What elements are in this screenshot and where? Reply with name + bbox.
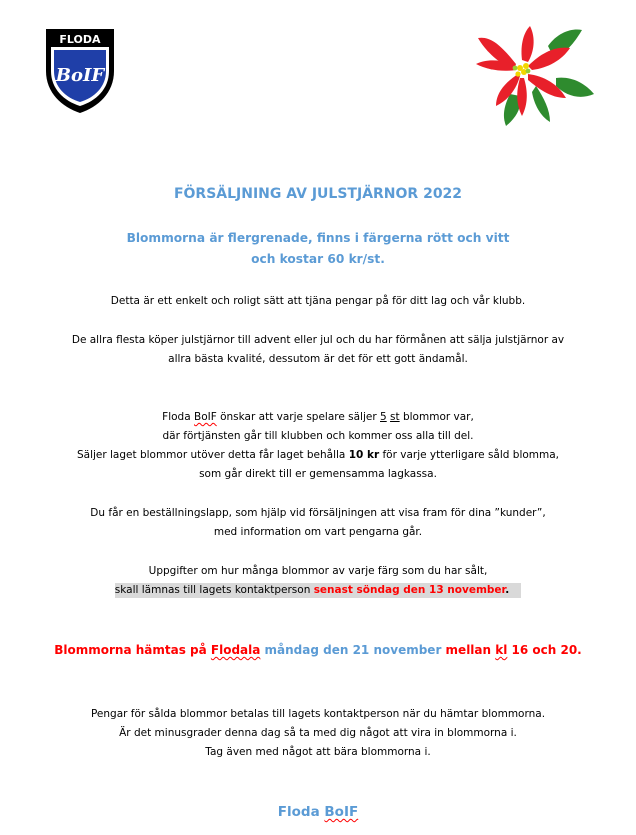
pickup-place: Flodala — [210, 643, 261, 657]
text-span: Floda — [277, 804, 325, 820]
text-span: mellan — [441, 643, 496, 657]
paragraph-3-line-3 — [0, 448, 636, 462]
paragraph-3-line-1 — [0, 410, 636, 424]
paragraph-2-line-1: De allra flesta köper julstjärnor till advent eller jul och du har förmånen att sälja julstjärnor av — [71, 334, 565, 346]
text-span: Säljer laget blommor utöver detta får laget behålla — [76, 449, 349, 461]
paragraph-3-line-4: som går direkt till er gemensamma lagkassa. — [199, 468, 437, 480]
pickup-time: 16 och 20. — [507, 643, 582, 657]
paragraph-6-line-2: Är det minusgrader denna dag så ta med dig något att vira in blommorna i. — [119, 727, 517, 739]
club-name: BoIF — [324, 804, 359, 820]
text-span: för varje ytterligare såld blomma, — [379, 449, 560, 461]
text-span: Blommorna hämtas på — [54, 643, 211, 657]
subheading-line-1: Blommorna är flergrenade, finns i färgerna rött och vitt — [126, 231, 510, 245]
paragraph-4-line-1: Du får en beställningslapp, som hjälp vid försäljningen att visa fram för dina ”kunder”, — [90, 507, 546, 519]
time-abbrev: kl — [495, 643, 508, 657]
pickup-date: måndag den 21 november — [260, 643, 442, 657]
text-span: önskar att varje spelare säljer — [216, 411, 381, 423]
text-span: blommor var, — [399, 411, 474, 423]
paragraph-6-line-1: Pengar för sålda blommor betalas till lagets kontaktperson när du hämtar blommorna. — [90, 708, 546, 720]
logo-monogram: BoIF — [55, 65, 105, 86]
text-span: skall lämnas till lagets kontaktperson — [114, 584, 314, 596]
poinsettia-flower-icon — [470, 24, 598, 128]
paragraph-3-line-2: där förtjänsten går till klubben och kommer oss alla till del. — [162, 430, 474, 442]
signature — [0, 803, 636, 821]
paragraph-4-line-2: med information om vart pengarna går. — [213, 526, 423, 538]
club-name: BoIF — [194, 411, 217, 423]
deadline-date: senast söndag den 13 november — [313, 584, 506, 596]
document-title: FÖRSÄLJNING AV JULSTJÄRNOR 2022 — [173, 186, 463, 202]
text-span: Floda — [162, 411, 194, 423]
floda-boif-logo — [44, 27, 116, 115]
subheading-line-2: och kostar 60 kr/st. — [251, 252, 385, 266]
logo-top-text: FLODA — [59, 33, 101, 46]
paragraph-2-line-2: allra bästa kvalité, dessutom är det för ett gott ändamål. — [168, 353, 468, 365]
paragraph-5-line-2 — [0, 583, 636, 597]
flower-unit: st — [390, 411, 400, 423]
flower-count: 5 — [380, 411, 387, 423]
intro-paragraph: Detta är ett enkelt och roligt sätt att tjäna pengar på för ditt lag och vår klubb. — [110, 295, 526, 307]
profit-amount: 10 kr — [348, 449, 380, 461]
text-span: . — [505, 584, 510, 596]
club-shield-icon — [44, 27, 116, 115]
pickup-info — [0, 642, 636, 658]
highlighted-deadline — [115, 583, 521, 598]
paragraph-6-line-3: Tag även med något att bära blommorna i. — [205, 746, 431, 758]
paragraph-5-line-1: Uppgifter om hur många blommor av varje färg som du har sålt, — [148, 565, 488, 577]
